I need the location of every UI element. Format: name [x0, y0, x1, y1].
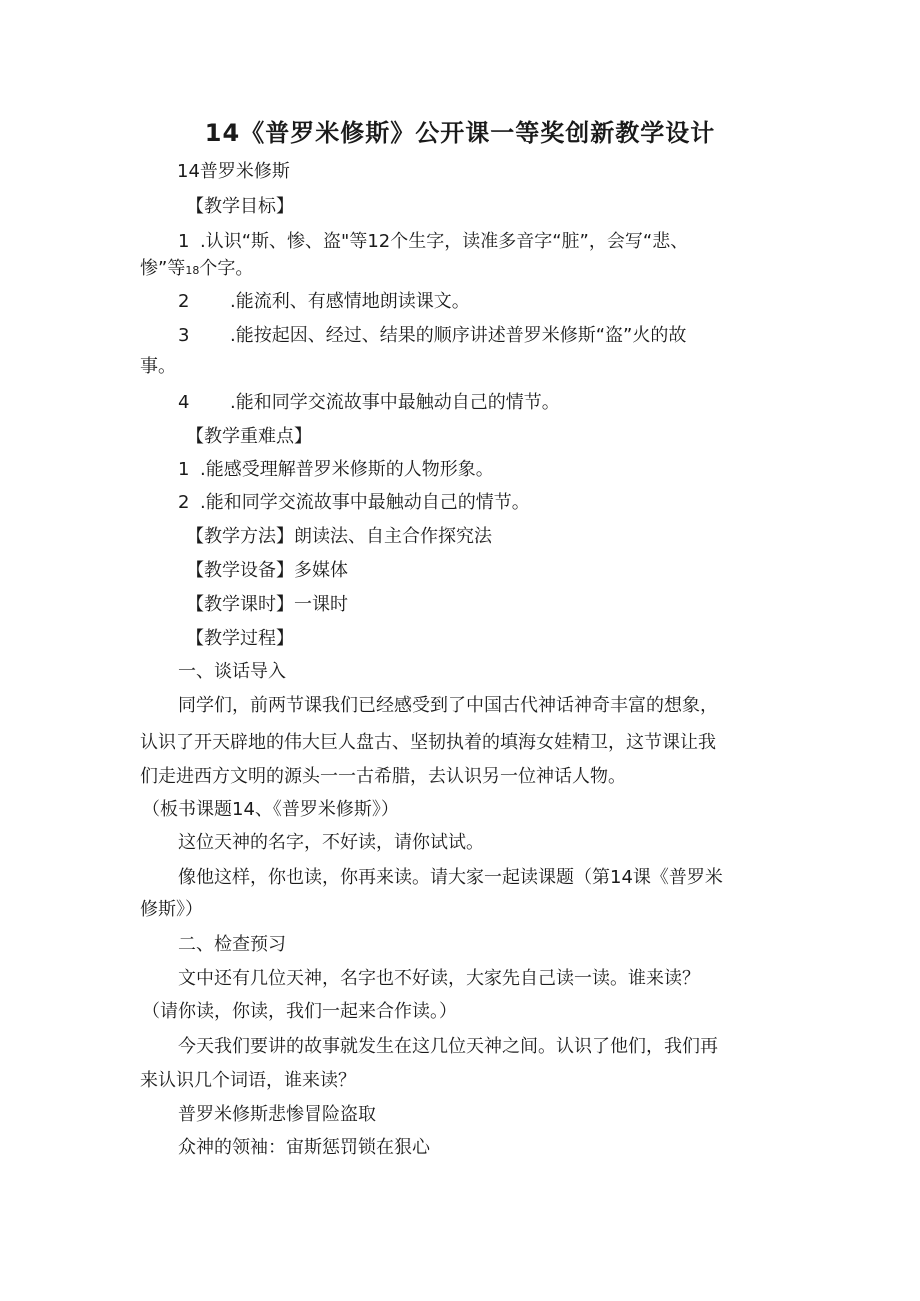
goal-item-4-text: .能和同学交流故事中最触动自己的情节。 — [230, 392, 560, 413]
goal-item-1-number: 1 — [178, 231, 190, 252]
goal-item-4 — [178, 390, 560, 416]
board-title-note: （板书课题14、《普罗米修斯》） — [142, 799, 399, 820]
teaching-duration: 【教学课时】一课时 — [186, 594, 348, 615]
section-1-para-1-line2: 认识了开天辟地的伟大巨人盘古、坚韧执着的填海女娃精卫，这节课让我 — [140, 732, 716, 753]
goal-item-1-line2 — [140, 256, 253, 284]
key-point-1-number: 1 — [178, 459, 190, 480]
goal-item-1-text: .认识“斯、惨、盗"等12个生字，读准多音字“脏”，会写“悲、 — [200, 231, 689, 252]
section-2-para-2: （请你读，你读，我们一起来合作读。） — [142, 1001, 457, 1022]
key-point-1 — [178, 457, 494, 483]
section-2-para-3-line1: 今天我们要讲的故事就发生在这几位天神之间。认识了他们，我们再 — [178, 1036, 718, 1057]
section-2-para-1: 文中还有几位天神，名字也不好读，大家先自己读一读。谁来读？ — [178, 968, 700, 989]
goal-item-1-text-b: 个字。 — [199, 258, 254, 279]
goal-item-3-number: 3 — [178, 325, 190, 346]
section-1-para-1-line1: 同学们，前两节课我们已经感受到了中国古代神话神奇丰富的想象， — [178, 695, 718, 716]
goal-item-2-text: .能流利、有感情地朗读课文。 — [230, 291, 470, 312]
goal-item-4-number: 4 — [178, 392, 190, 413]
key-point-2 — [178, 490, 530, 516]
goal-item-1-count: 18 — [185, 264, 200, 277]
section-1-heading: 一、谈话导入 — [178, 661, 286, 682]
goals-heading: 【教学目标】 — [186, 196, 294, 217]
section-1-para-1-line3: 们走进西方文明的源头一一古希腊，去认识另一位神话人物。 — [140, 766, 626, 787]
section-2-para-3-line2: 来认识几个词语，谁来读？ — [140, 1070, 356, 1091]
key-point-2-text: .能和同学交流故事中最触动自己的情节。 — [200, 492, 530, 513]
goal-item-1-line1 — [178, 229, 688, 255]
key-points-heading: 【教学重难点】 — [186, 426, 312, 447]
section-1-para-2: 这位天神的名字，不好读，请你试试。 — [178, 832, 484, 853]
section-1-para-3-line1: 像他这样，你也读，你再来读。请大家一起读课题（第14课《普罗米 — [178, 867, 723, 888]
key-point-1-text: .能感受理解普罗米修斯的人物形象。 — [200, 459, 494, 480]
teaching-method: 【教学方法】朗读法、自主合作探究法 — [186, 526, 492, 547]
section-2-heading: 二、检查预习 — [178, 934, 286, 955]
goal-item-2 — [178, 289, 470, 315]
lesson-subtitle: 14普罗米修斯 — [177, 161, 290, 182]
goal-item-3-line1 — [178, 323, 686, 349]
vocabulary-line-2: 众神的领袖：宙斯惩罚锁在狠心 — [178, 1137, 430, 1158]
process-heading: 【教学过程】 — [186, 628, 294, 649]
goal-item-3-text: .能按起因、经过、结果的顺序讲述普罗米修斯“盗”火的故 — [230, 325, 687, 346]
teaching-equipment: 【教学设备】多媒体 — [186, 560, 348, 581]
section-1-para-3-line2: 修斯》） — [140, 899, 203, 920]
goal-item-2-number: 2 — [178, 291, 190, 312]
document-title: 14《普罗米修斯》公开课一等奖创新教学设计 — [204, 119, 716, 147]
goal-item-1-text-a: 惨”等 — [140, 258, 186, 279]
key-point-2-number: 2 — [178, 492, 190, 513]
goal-item-3-line2: 事。 — [140, 356, 176, 377]
vocabulary-line-1: 普罗米修斯悲惨冒险盗取 — [178, 1104, 376, 1125]
